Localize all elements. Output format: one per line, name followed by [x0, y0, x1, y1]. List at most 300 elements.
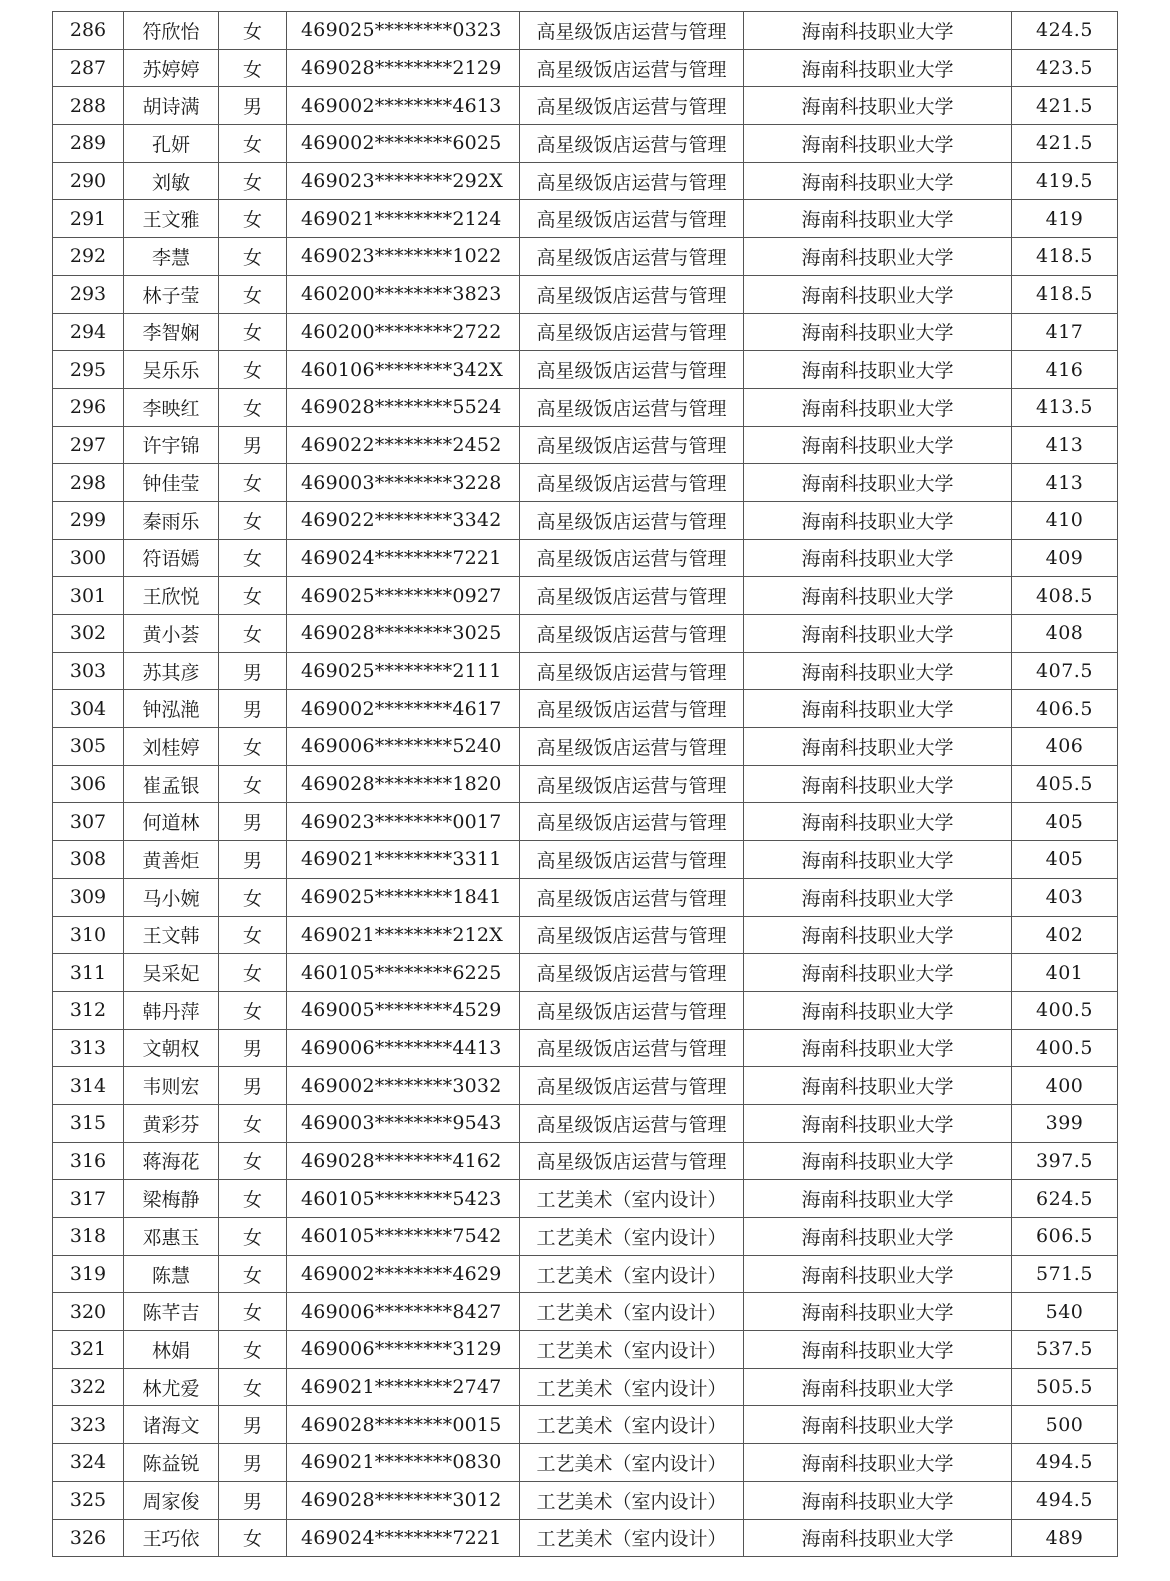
table-row — [53, 765, 1118, 803]
row-number-cell: 303 — [53, 652, 124, 690]
score-cell: 419.5 — [1012, 162, 1118, 200]
table-row — [53, 615, 1118, 653]
id-number-cell: 469023********0017 — [287, 803, 520, 841]
id-number-cell: 469006********8427 — [287, 1293, 520, 1331]
university-cell: 海南科技职业大学 — [744, 1067, 1012, 1105]
major-cell: 高星级饭店运营与管理 — [520, 162, 744, 200]
score-cell: 537.5 — [1012, 1331, 1118, 1369]
student-name-cell: 胡诗满 — [124, 87, 219, 125]
student-name-cell: 诸海文 — [124, 1406, 219, 1444]
major-cell: 高星级饭店运营与管理 — [520, 426, 744, 464]
row-number-cell: 310 — [53, 916, 124, 954]
gender-cell: 女 — [219, 1180, 287, 1218]
table-row — [53, 313, 1118, 351]
id-number-cell: 469028********4162 — [287, 1142, 520, 1180]
id-number-cell: 469021********2747 — [287, 1368, 520, 1406]
row-number-cell: 290 — [53, 162, 124, 200]
major-cell: 高星级饭店运营与管理 — [520, 125, 744, 163]
university-cell: 海南科技职业大学 — [744, 1180, 1012, 1218]
row-number-cell: 297 — [53, 426, 124, 464]
table-row — [53, 125, 1118, 163]
admission-list-table — [52, 11, 1118, 1557]
major-cell: 高星级饭店运营与管理 — [520, 539, 744, 577]
major-cell: 高星级饭店运营与管理 — [520, 765, 744, 803]
university-cell: 海南科技职业大学 — [744, 87, 1012, 125]
id-number-cell: 460200********2722 — [287, 313, 520, 351]
major-cell: 高星级饭店运营与管理 — [520, 841, 744, 879]
university-cell: 海南科技职业大学 — [744, 878, 1012, 916]
score-cell: 413 — [1012, 426, 1118, 464]
table-row — [53, 501, 1118, 539]
major-cell: 高星级饭店运营与管理 — [520, 49, 744, 87]
row-number-cell: 325 — [53, 1481, 124, 1519]
table-row — [53, 351, 1118, 389]
student-name-cell: 韦则宏 — [124, 1067, 219, 1105]
student-name-cell: 秦雨乐 — [124, 501, 219, 539]
table-row — [53, 991, 1118, 1029]
row-number-cell: 308 — [53, 841, 124, 879]
gender-cell: 男 — [219, 1444, 287, 1482]
table-row — [53, 1331, 1118, 1369]
gender-cell: 女 — [219, 1368, 287, 1406]
student-name-cell: 林子莹 — [124, 275, 219, 313]
university-cell: 海南科技职业大学 — [744, 351, 1012, 389]
row-number-cell: 324 — [53, 1444, 124, 1482]
gender-cell: 女 — [219, 1293, 287, 1331]
id-number-cell: 469002********3032 — [287, 1067, 520, 1105]
table-row — [53, 803, 1118, 841]
gender-cell: 女 — [219, 1218, 287, 1256]
major-cell: 高星级饭店运营与管理 — [520, 87, 744, 125]
university-cell: 海南科技职业大学 — [744, 615, 1012, 653]
university-cell: 海南科技职业大学 — [744, 162, 1012, 200]
row-number-cell: 294 — [53, 313, 124, 351]
row-number-cell: 315 — [53, 1104, 124, 1142]
score-cell: 409 — [1012, 539, 1118, 577]
score-cell: 406.5 — [1012, 690, 1118, 728]
gender-cell: 女 — [219, 765, 287, 803]
student-name-cell: 苏婷婷 — [124, 49, 219, 87]
id-number-cell: 469006********4413 — [287, 1029, 520, 1067]
table-row — [53, 426, 1118, 464]
student-name-cell: 许宇锦 — [124, 426, 219, 464]
id-number-cell: 469021********2124 — [287, 200, 520, 238]
table-row — [53, 841, 1118, 879]
id-number-cell: 469028********5524 — [287, 388, 520, 426]
table-row — [53, 728, 1118, 766]
score-cell: 418.5 — [1012, 238, 1118, 276]
table-row — [53, 916, 1118, 954]
major-cell: 高星级饭店运营与管理 — [520, 1142, 744, 1180]
gender-cell: 女 — [219, 577, 287, 615]
score-cell: 571.5 — [1012, 1255, 1118, 1293]
student-name-cell: 王文韩 — [124, 916, 219, 954]
score-cell: 423.5 — [1012, 49, 1118, 87]
id-number-cell: 469028********2129 — [287, 49, 520, 87]
row-number-cell: 288 — [53, 87, 124, 125]
table-row — [53, 200, 1118, 238]
university-cell: 海南科技职业大学 — [744, 954, 1012, 992]
university-cell: 海南科技职业大学 — [744, 577, 1012, 615]
table-row — [53, 878, 1118, 916]
score-cell: 540 — [1012, 1293, 1118, 1331]
gender-cell: 女 — [219, 539, 287, 577]
student-name-cell: 黄善炬 — [124, 841, 219, 879]
row-number-cell: 306 — [53, 765, 124, 803]
gender-cell: 女 — [219, 615, 287, 653]
score-cell: 413.5 — [1012, 388, 1118, 426]
row-number-cell: 322 — [53, 1368, 124, 1406]
row-number-cell: 326 — [53, 1519, 124, 1557]
gender-cell: 女 — [219, 464, 287, 502]
table-row — [53, 1255, 1118, 1293]
gender-cell: 男 — [219, 426, 287, 464]
university-cell: 海南科技职业大学 — [744, 275, 1012, 313]
major-cell: 高星级饭店运营与管理 — [520, 954, 744, 992]
major-cell: 高星级饭店运营与管理 — [520, 464, 744, 502]
row-number-cell: 309 — [53, 878, 124, 916]
major-cell: 高星级饭店运营与管理 — [520, 275, 744, 313]
university-cell: 海南科技职业大学 — [744, 690, 1012, 728]
table-row — [53, 1481, 1118, 1519]
table-row — [53, 1029, 1118, 1067]
gender-cell: 女 — [219, 313, 287, 351]
student-name-cell: 陈芊吉 — [124, 1293, 219, 1331]
table-row — [53, 1406, 1118, 1444]
student-name-cell: 邓惠玉 — [124, 1218, 219, 1256]
major-cell: 高星级饭店运营与管理 — [520, 690, 744, 728]
major-cell: 工艺美术（室内设计） — [520, 1180, 744, 1218]
score-cell: 400 — [1012, 1067, 1118, 1105]
score-cell: 505.5 — [1012, 1368, 1118, 1406]
gender-cell: 女 — [219, 125, 287, 163]
university-cell: 海南科技职业大学 — [744, 916, 1012, 954]
gender-cell: 女 — [219, 1519, 287, 1557]
student-name-cell: 周家俊 — [124, 1481, 219, 1519]
table-row — [53, 1142, 1118, 1180]
id-number-cell: 460105********6225 — [287, 954, 520, 992]
university-cell: 海南科技职业大学 — [744, 1519, 1012, 1557]
major-cell: 高星级饭店运营与管理 — [520, 577, 744, 615]
student-name-cell: 何道林 — [124, 803, 219, 841]
major-cell: 工艺美术（室内设计） — [520, 1519, 744, 1557]
row-number-cell: 293 — [53, 275, 124, 313]
university-cell: 海南科技职业大学 — [744, 1255, 1012, 1293]
university-cell: 海南科技职业大学 — [744, 12, 1012, 50]
row-number-cell: 323 — [53, 1406, 124, 1444]
score-cell: 494.5 — [1012, 1444, 1118, 1482]
major-cell: 工艺美术（室内设计） — [520, 1368, 744, 1406]
score-cell: 424.5 — [1012, 12, 1118, 50]
student-name-cell: 陈慧 — [124, 1255, 219, 1293]
gender-cell: 女 — [219, 728, 287, 766]
gender-cell: 女 — [219, 1104, 287, 1142]
student-name-cell: 刘桂婷 — [124, 728, 219, 766]
university-cell: 海南科技职业大学 — [744, 765, 1012, 803]
student-name-cell: 刘敏 — [124, 162, 219, 200]
gender-cell: 女 — [219, 49, 287, 87]
id-number-cell: 469002********6025 — [287, 125, 520, 163]
major-cell: 高星级饭店运营与管理 — [520, 501, 744, 539]
table-row — [53, 1368, 1118, 1406]
id-number-cell: 469023********1022 — [287, 238, 520, 276]
id-number-cell: 469022********3342 — [287, 501, 520, 539]
student-name-cell: 陈益锐 — [124, 1444, 219, 1482]
table-row — [53, 1067, 1118, 1105]
gender-cell: 男 — [219, 1481, 287, 1519]
major-cell: 高星级饭店运营与管理 — [520, 1067, 744, 1105]
id-number-cell: 460200********3823 — [287, 275, 520, 313]
university-cell: 海南科技职业大学 — [744, 803, 1012, 841]
score-cell: 405 — [1012, 841, 1118, 879]
score-cell: 403 — [1012, 878, 1118, 916]
score-cell: 408 — [1012, 615, 1118, 653]
gender-cell: 女 — [219, 954, 287, 992]
student-name-cell: 吴乐乐 — [124, 351, 219, 389]
score-cell: 413 — [1012, 464, 1118, 502]
student-name-cell: 钟佳莹 — [124, 464, 219, 502]
student-name-cell: 黄彩芬 — [124, 1104, 219, 1142]
id-number-cell: 469002********4617 — [287, 690, 520, 728]
score-cell: 400.5 — [1012, 991, 1118, 1029]
university-cell: 海南科技职业大学 — [744, 426, 1012, 464]
row-number-cell: 291 — [53, 200, 124, 238]
university-cell: 海南科技职业大学 — [744, 238, 1012, 276]
table-row — [53, 388, 1118, 426]
university-cell: 海南科技职业大学 — [744, 539, 1012, 577]
university-cell: 海南科技职业大学 — [744, 1481, 1012, 1519]
id-number-cell: 469028********0015 — [287, 1406, 520, 1444]
table-row — [53, 87, 1118, 125]
row-number-cell: 296 — [53, 388, 124, 426]
major-cell: 工艺美术（室内设计） — [520, 1444, 744, 1482]
row-number-cell: 292 — [53, 238, 124, 276]
student-name-cell: 崔孟银 — [124, 765, 219, 803]
gender-cell: 女 — [219, 162, 287, 200]
gender-cell: 女 — [219, 200, 287, 238]
student-name-cell: 吴采妃 — [124, 954, 219, 992]
row-number-cell: 295 — [53, 351, 124, 389]
gender-cell: 女 — [219, 1142, 287, 1180]
row-number-cell: 317 — [53, 1180, 124, 1218]
student-name-cell: 韩丹萍 — [124, 991, 219, 1029]
score-cell: 405 — [1012, 803, 1118, 841]
major-cell: 工艺美术（室内设计） — [520, 1406, 744, 1444]
row-number-cell: 305 — [53, 728, 124, 766]
student-name-cell: 马小婉 — [124, 878, 219, 916]
score-cell: 421.5 — [1012, 87, 1118, 125]
student-name-cell: 蒋海花 — [124, 1142, 219, 1180]
id-number-cell: 469025********0927 — [287, 577, 520, 615]
major-cell: 工艺美术（室内设计） — [520, 1255, 744, 1293]
score-cell: 408.5 — [1012, 577, 1118, 615]
major-cell: 高星级饭店运营与管理 — [520, 615, 744, 653]
university-cell: 海南科技职业大学 — [744, 991, 1012, 1029]
id-number-cell: 469024********7221 — [287, 539, 520, 577]
score-cell: 417 — [1012, 313, 1118, 351]
row-number-cell: 307 — [53, 803, 124, 841]
row-number-cell: 304 — [53, 690, 124, 728]
id-number-cell: 469025********2111 — [287, 652, 520, 690]
id-number-cell: 469024********7221 — [287, 1519, 520, 1557]
score-cell: 407.5 — [1012, 652, 1118, 690]
major-cell: 高星级饭店运营与管理 — [520, 12, 744, 50]
major-cell: 高星级饭店运营与管理 — [520, 1029, 744, 1067]
university-cell: 海南科技职业大学 — [744, 200, 1012, 238]
student-name-cell: 苏其彦 — [124, 652, 219, 690]
score-cell: 401 — [1012, 954, 1118, 992]
university-cell: 海南科技职业大学 — [744, 1029, 1012, 1067]
university-cell: 海南科技职业大学 — [744, 1331, 1012, 1369]
student-name-cell: 王巧依 — [124, 1519, 219, 1557]
id-number-cell: 469028********1820 — [287, 765, 520, 803]
university-cell: 海南科技职业大学 — [744, 1218, 1012, 1256]
row-number-cell: 289 — [53, 125, 124, 163]
id-number-cell: 469005********4529 — [287, 991, 520, 1029]
gender-cell: 女 — [219, 12, 287, 50]
id-number-cell: 469025********1841 — [287, 878, 520, 916]
student-name-cell: 符欣怡 — [124, 12, 219, 50]
row-number-cell: 311 — [53, 954, 124, 992]
major-cell: 工艺美术（室内设计） — [520, 1293, 744, 1331]
gender-cell: 男 — [219, 87, 287, 125]
major-cell: 高星级饭店运营与管理 — [520, 1104, 744, 1142]
table-row — [53, 1293, 1118, 1331]
major-cell: 工艺美术（室内设计） — [520, 1218, 744, 1256]
major-cell: 高星级饭店运营与管理 — [520, 351, 744, 389]
score-cell: 397.5 — [1012, 1142, 1118, 1180]
row-number-cell: 319 — [53, 1255, 124, 1293]
row-number-cell: 314 — [53, 1067, 124, 1105]
major-cell: 高星级饭店运营与管理 — [520, 238, 744, 276]
row-number-cell: 286 — [53, 12, 124, 50]
id-number-cell: 469021********0830 — [287, 1444, 520, 1482]
student-name-cell: 李智娴 — [124, 313, 219, 351]
row-number-cell: 316 — [53, 1142, 124, 1180]
gender-cell: 女 — [219, 501, 287, 539]
major-cell: 高星级饭店运营与管理 — [520, 803, 744, 841]
row-number-cell: 298 — [53, 464, 124, 502]
table-row — [53, 1104, 1118, 1142]
score-cell: 406 — [1012, 728, 1118, 766]
score-cell: 489 — [1012, 1519, 1118, 1557]
score-cell: 402 — [1012, 916, 1118, 954]
id-number-cell: 469025********0323 — [287, 12, 520, 50]
table-row — [53, 1519, 1118, 1557]
gender-cell: 女 — [219, 1331, 287, 1369]
table-body — [53, 12, 1118, 1557]
gender-cell: 女 — [219, 351, 287, 389]
table-row — [53, 577, 1118, 615]
id-number-cell: 469028********3025 — [287, 615, 520, 653]
university-cell: 海南科技职业大学 — [744, 728, 1012, 766]
gender-cell: 女 — [219, 388, 287, 426]
student-name-cell: 王文雅 — [124, 200, 219, 238]
score-cell: 421.5 — [1012, 125, 1118, 163]
gender-cell: 男 — [219, 1029, 287, 1067]
gender-cell: 男 — [219, 803, 287, 841]
major-cell: 高星级饭店运营与管理 — [520, 878, 744, 916]
university-cell: 海南科技职业大学 — [744, 464, 1012, 502]
row-number-cell: 302 — [53, 615, 124, 653]
id-number-cell: 469023********292X — [287, 162, 520, 200]
id-number-cell: 469006********3129 — [287, 1331, 520, 1369]
gender-cell: 女 — [219, 878, 287, 916]
student-name-cell: 李慧 — [124, 238, 219, 276]
gender-cell: 女 — [219, 916, 287, 954]
id-number-cell: 469021********3311 — [287, 841, 520, 879]
id-number-cell: 469006********5240 — [287, 728, 520, 766]
table-row — [53, 1218, 1118, 1256]
score-cell: 410 — [1012, 501, 1118, 539]
gender-cell: 男 — [219, 1067, 287, 1105]
student-name-cell: 梁梅静 — [124, 1180, 219, 1218]
gender-cell: 女 — [219, 238, 287, 276]
university-cell: 海南科技职业大学 — [744, 652, 1012, 690]
id-number-cell: 460106********342X — [287, 351, 520, 389]
major-cell: 高星级饭店运营与管理 — [520, 728, 744, 766]
score-cell: 500 — [1012, 1406, 1118, 1444]
major-cell: 工艺美术（室内设计） — [520, 1481, 744, 1519]
score-cell: 624.5 — [1012, 1180, 1118, 1218]
id-number-cell: 469028********3012 — [287, 1481, 520, 1519]
row-number-cell: 312 — [53, 991, 124, 1029]
table-row — [53, 1180, 1118, 1218]
table-row — [53, 238, 1118, 276]
major-cell: 高星级饭店运营与管理 — [520, 388, 744, 426]
student-name-cell: 黄小荟 — [124, 615, 219, 653]
score-cell: 399 — [1012, 1104, 1118, 1142]
university-cell: 海南科技职业大学 — [744, 1444, 1012, 1482]
score-cell: 400.5 — [1012, 1029, 1118, 1067]
student-name-cell: 文朝权 — [124, 1029, 219, 1067]
score-cell: 418.5 — [1012, 275, 1118, 313]
gender-cell: 男 — [219, 1406, 287, 1444]
university-cell: 海南科技职业大学 — [744, 1293, 1012, 1331]
university-cell: 海南科技职业大学 — [744, 841, 1012, 879]
id-number-cell: 469003********9543 — [287, 1104, 520, 1142]
major-cell: 高星级饭店运营与管理 — [520, 916, 744, 954]
score-cell: 494.5 — [1012, 1481, 1118, 1519]
university-cell: 海南科技职业大学 — [744, 388, 1012, 426]
table-row — [53, 954, 1118, 992]
student-name-cell: 林娟 — [124, 1331, 219, 1369]
row-number-cell: 287 — [53, 49, 124, 87]
score-cell: 405.5 — [1012, 765, 1118, 803]
table-row — [53, 652, 1118, 690]
student-name-cell: 李映红 — [124, 388, 219, 426]
major-cell: 高星级饭店运营与管理 — [520, 200, 744, 238]
university-cell: 海南科技职业大学 — [744, 49, 1012, 87]
id-number-cell: 469021********212X — [287, 916, 520, 954]
major-cell: 工艺美术（室内设计） — [520, 1331, 744, 1369]
major-cell: 高星级饭店运营与管理 — [520, 991, 744, 1029]
table-row — [53, 464, 1118, 502]
student-name-cell: 符语嫣 — [124, 539, 219, 577]
table-row — [53, 1444, 1118, 1482]
score-cell: 606.5 — [1012, 1218, 1118, 1256]
student-name-cell: 林尤爱 — [124, 1368, 219, 1406]
row-number-cell: 301 — [53, 577, 124, 615]
id-number-cell: 469002********4629 — [287, 1255, 520, 1293]
id-number-cell: 469022********2452 — [287, 426, 520, 464]
table-row — [53, 275, 1118, 313]
university-cell: 海南科技职业大学 — [744, 1368, 1012, 1406]
university-cell: 海南科技职业大学 — [744, 1104, 1012, 1142]
gender-cell: 女 — [219, 991, 287, 1029]
id-number-cell: 460105********5423 — [287, 1180, 520, 1218]
gender-cell: 女 — [219, 1255, 287, 1293]
